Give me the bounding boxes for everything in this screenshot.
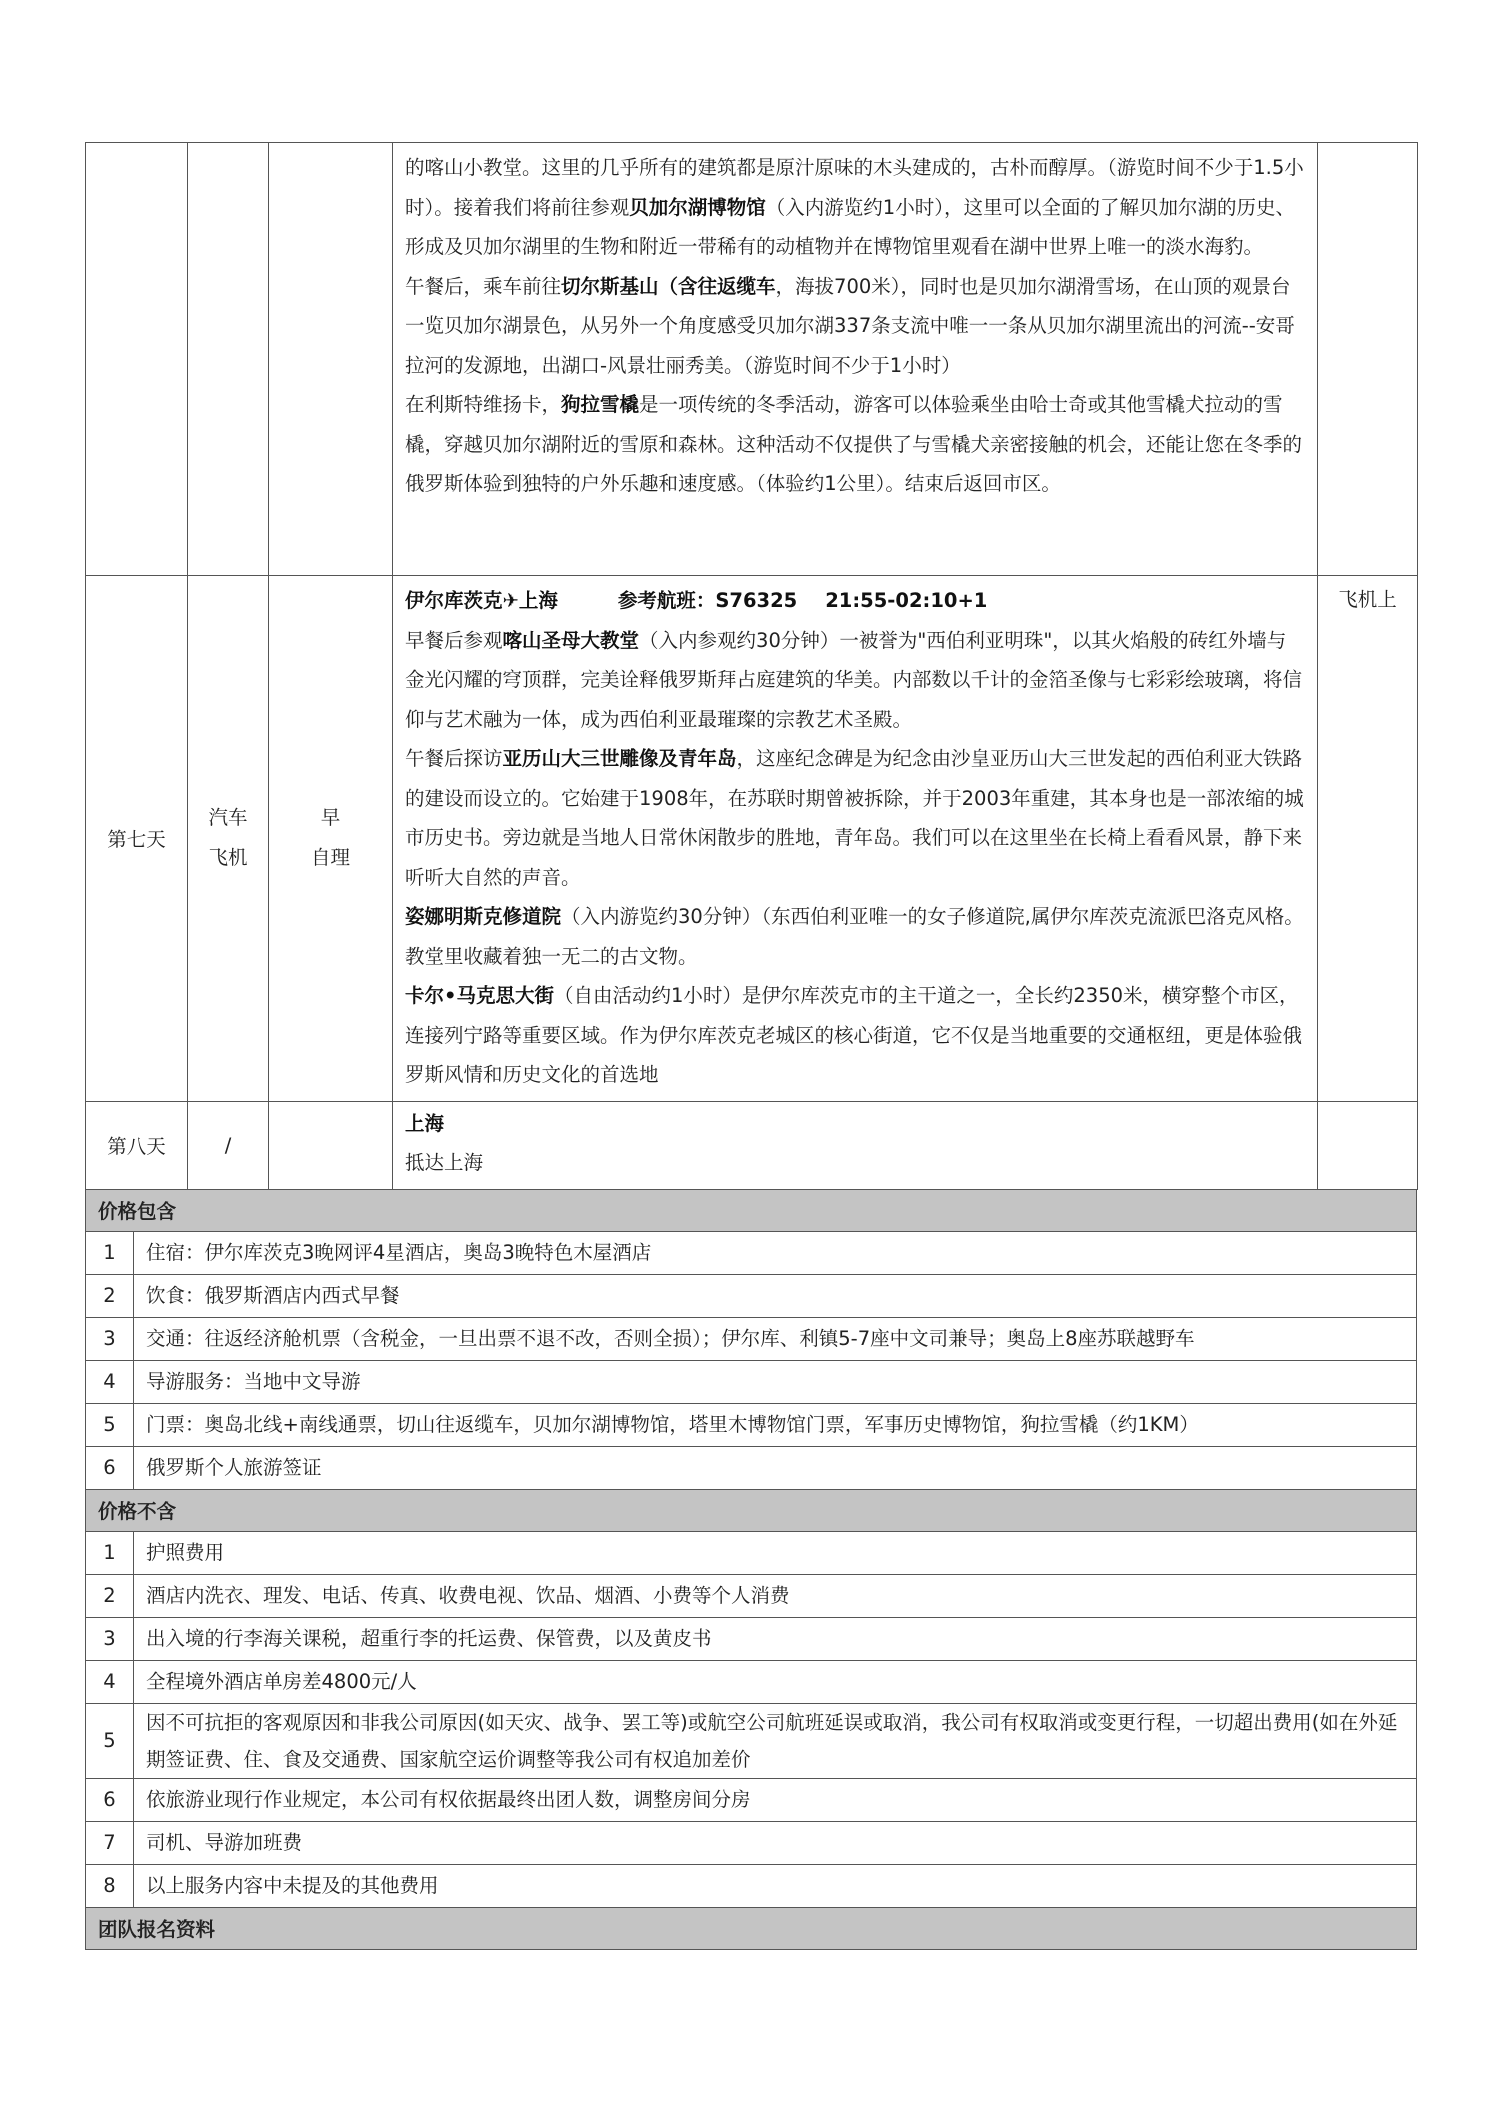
list-item: [86, 1617, 1417, 1660]
section-header: 价格不含: [86, 1489, 1417, 1531]
item-number: 3: [86, 1317, 134, 1360]
body-text: ，海拔700米），同时也是贝加尔湖滑雪场，在山顶的观景台一览贝加尔湖景色，从另外一个角度感受贝加尔湖337条支流中唯一一条从贝加尔湖里流出的河流--安哥拉河的发源地，出湖口-风景壮丽秀美。（游览时间不少于1小时）: [405, 274, 1295, 377]
hotel-cell: [1318, 1101, 1418, 1189]
list-item: [86, 1531, 1417, 1574]
list-item: [86, 1660, 1417, 1703]
body-text: （入内参观约30分钟）一被誉为"西伯利亚明珠"，以其火焰般的砖红外墙与金光闪耀的穹顶群，完美诠释俄罗斯拜占庭建筑的华美。内部数以千计的金箔圣像与七彩彩绘玻璃，将信仰与艺术融为一体，成为西伯利亚最璀璨的宗教艺术圣殿。: [405, 628, 1303, 731]
itinerary-row-day8: [86, 1101, 1418, 1189]
item-text: 因不可抗拒的客观原因和非我公司原因(如天灾、战争、罢工等)或航空公司航班延误或取消，我公司有权取消或变更行程，一切超出费用(如在外延期签证费、住、食及交通费、国家航空运价调整等我公司有权追加差价: [134, 1703, 1417, 1778]
body-text: 的喀山小教堂。这里的几乎所有的建筑都是原汁原味的木头建成的，古朴而醇厚。（游览时间不少于1.5小时）。接着我们将前往参观: [405, 156, 1304, 219]
list-item: [86, 1703, 1417, 1778]
itinerary-paragraph: [405, 621, 1305, 740]
list-item: [86, 1274, 1417, 1317]
body-text: 午餐后，乘车前往: [405, 274, 562, 298]
body-text: 是一项传统的冬季活动，游客可以体验乘坐由哈士奇或其他雪橇犬拉动的雪橇，穿越贝加尔湖附近的雪原和森林。这种活动不仅提供了与雪橇犬亲密接触的机会，还能让您在冬季的俄罗斯体验到独特的户外乐趣和速度感。（体验约1公里）。结束后返回市区。: [405, 393, 1303, 495]
list-item: [86, 1864, 1417, 1907]
itinerary-paragraph: [405, 739, 1305, 897]
item-number: 4: [86, 1360, 134, 1403]
itinerary-paragraph: [405, 267, 1305, 386]
item-number: 7: [86, 1821, 134, 1864]
item-number: 3: [86, 1617, 134, 1660]
item-text: 全程境外酒店单房差4800元/人: [134, 1660, 1417, 1703]
route-title: 伊尔库茨克✈上海: [405, 589, 558, 612]
item-number: 8: [86, 1864, 134, 1907]
item-text: 司机、导游加班费: [134, 1821, 1417, 1864]
item-text: 交通：往返经济舱机票（含税金，一旦出票不退不改，否则全损）；伊尔库、利镇5-7座中文司兼导；奥岛上8座苏联越野车: [134, 1317, 1417, 1360]
item-number: 1: [86, 1231, 134, 1274]
body-text: 在利斯特维扬卡，: [405, 393, 562, 416]
flight-number: 参考航班：S76325: [617, 589, 798, 612]
body-text: （自由活动约1小时）是伊尔库茨克市的主干道之一，全长约2350米，横穿整个市区，连接列宁路等重要区域。作为伊尔库茨克老城区的核心街道，它不仅是当地重要的交通枢纽，更是体验俄罗斯风情和历史文化的首选地: [405, 984, 1303, 1086]
item-number: 2: [86, 1574, 134, 1617]
item-number: 2: [86, 1274, 134, 1317]
item-text: 导游服务：当地中文导游: [134, 1360, 1417, 1403]
itinerary-description: [393, 143, 1318, 576]
highlight-text: 切尔斯基山（含往返缆车: [561, 274, 776, 298]
highlight-text: 姿娜明斯克修道院: [405, 905, 562, 928]
transport-item: 飞机: [208, 846, 248, 870]
transport-cell: [188, 143, 269, 576]
item-number: 6: [86, 1446, 134, 1489]
body-text: 午餐后探访: [405, 747, 503, 770]
route-line: [405, 581, 1305, 621]
route-desc: 抵达上海: [405, 1151, 484, 1174]
list-item: [86, 1574, 1417, 1617]
highlight-text: 喀山圣母大教堂: [502, 628, 640, 652]
itinerary-paragraph: [405, 385, 1305, 504]
item-text: 门票：奥岛北线+南线通票，切山往返缆车，贝加尔湖博物馆，塔里木博物馆门票，军事历史博物馆，狗拉雪橇（约1KM）: [134, 1403, 1417, 1446]
item-number: 4: [86, 1660, 134, 1703]
included-section: [86, 1189, 1417, 1489]
itinerary-paragraph: [405, 897, 1305, 976]
day-label: 第七天: [86, 576, 188, 1102]
body-text: （入内游览约1小时），这里可以全面的了解贝加尔湖的历史、形成及贝加尔湖里的生物和附近一带稀有的动植物并在博物馆里观看在湖中世界上唯一的淡水海豹。: [405, 195, 1295, 258]
item-text: 住宿：伊尔库茨克3晚网评4星酒店，奥岛3晚特色木屋酒店: [134, 1231, 1417, 1274]
registration-section: [86, 1907, 1417, 1949]
item-number: 6: [86, 1778, 134, 1821]
body-text: ，这座纪念碑是为纪念由沙皇亚历山大三世发起的西伯利亚大铁路的建设而设立的。它始建于1908年，在苏联时期曾被拆除，并于2003年重建，其本身也是一部浓缩的城市历史书。旁边就是当地人日常休闲散步的胜地，青年岛。我们可以在这里坐在长椅上看看风景，静下来听听大自然的声音。: [405, 747, 1304, 889]
transport-cell: [188, 576, 269, 1102]
meal-item: 早: [320, 806, 341, 830]
excluded-section: [86, 1489, 1417, 1907]
itinerary-paragraph: [405, 148, 1305, 267]
section-header: 价格包含: [86, 1189, 1417, 1231]
body-text: （入内游览约30分钟）（东西伯利亚唯一的女子修道院,属伊尔库茨克流派巴洛克风格。教堂里收藏着独一无二的古文物。: [405, 905, 1304, 968]
list-item: [86, 1778, 1417, 1821]
item-text: 出入境的行李海关课税，超重行李的托运费、保管费，以及黄皮书: [134, 1617, 1417, 1660]
itinerary-paragraph: [405, 976, 1305, 1095]
list-item: [86, 1360, 1417, 1403]
meal-item: 自理: [310, 846, 350, 870]
item-text: 俄罗斯个人旅游签证: [134, 1446, 1417, 1489]
itinerary-description: [393, 576, 1318, 1102]
highlight-text: 贝加尔湖博物馆: [629, 195, 766, 219]
item-number: 5: [86, 1703, 134, 1778]
list-item: [86, 1403, 1417, 1446]
document-page: [85, 142, 1417, 1950]
itinerary-description: [393, 1101, 1318, 1189]
meals-cell: [269, 576, 393, 1102]
item-text: 以上服务内容中未提及的其他费用: [134, 1864, 1417, 1907]
route-title: 上海: [405, 1111, 445, 1135]
meals-cell: [269, 143, 393, 576]
item-number: 5: [86, 1403, 134, 1446]
meals-cell: [269, 1101, 393, 1189]
item-text: 酒店内洗衣、理发、电话、传真、收费电视、饮品、烟酒、小费等个人消费: [134, 1574, 1417, 1617]
hotel-cell: [1318, 143, 1418, 576]
highlight-text: 狗拉雪橇: [561, 393, 640, 416]
item-text: 饮食：俄罗斯酒店内西式早餐: [134, 1274, 1417, 1317]
highlight-text: 亚历山大三世雕像及青年岛: [502, 747, 737, 770]
transport-item: 汽车: [208, 806, 248, 830]
section-header: 团队报名资料: [86, 1907, 1417, 1949]
day-label: 第八天: [86, 1101, 188, 1189]
itinerary-table: [85, 142, 1418, 1190]
highlight-text: 卡尔•马克思大街: [405, 984, 554, 1007]
list-item: [86, 1317, 1417, 1360]
item-text: 护照费用: [134, 1531, 1417, 1574]
item-number: 1: [86, 1531, 134, 1574]
transport-label: /: [188, 1101, 269, 1189]
body-text: 早餐后参观: [405, 628, 503, 652]
flight-time: 21:55-02:10+1: [825, 589, 988, 612]
hotel-label: 飞机上: [1318, 576, 1418, 1102]
list-item: [86, 1821, 1417, 1864]
price-table: [85, 1189, 1417, 1950]
list-item: [86, 1446, 1417, 1489]
itinerary-row-day7: [86, 576, 1418, 1102]
list-item: [86, 1231, 1417, 1274]
itinerary-row-continued: [86, 143, 1418, 576]
day-cell: [86, 143, 188, 576]
item-text: 依旅游业现行作业规定，本公司有权依据最终出团人数，调整房间分房: [134, 1778, 1417, 1821]
day7-paragraphs: [405, 621, 1305, 1095]
